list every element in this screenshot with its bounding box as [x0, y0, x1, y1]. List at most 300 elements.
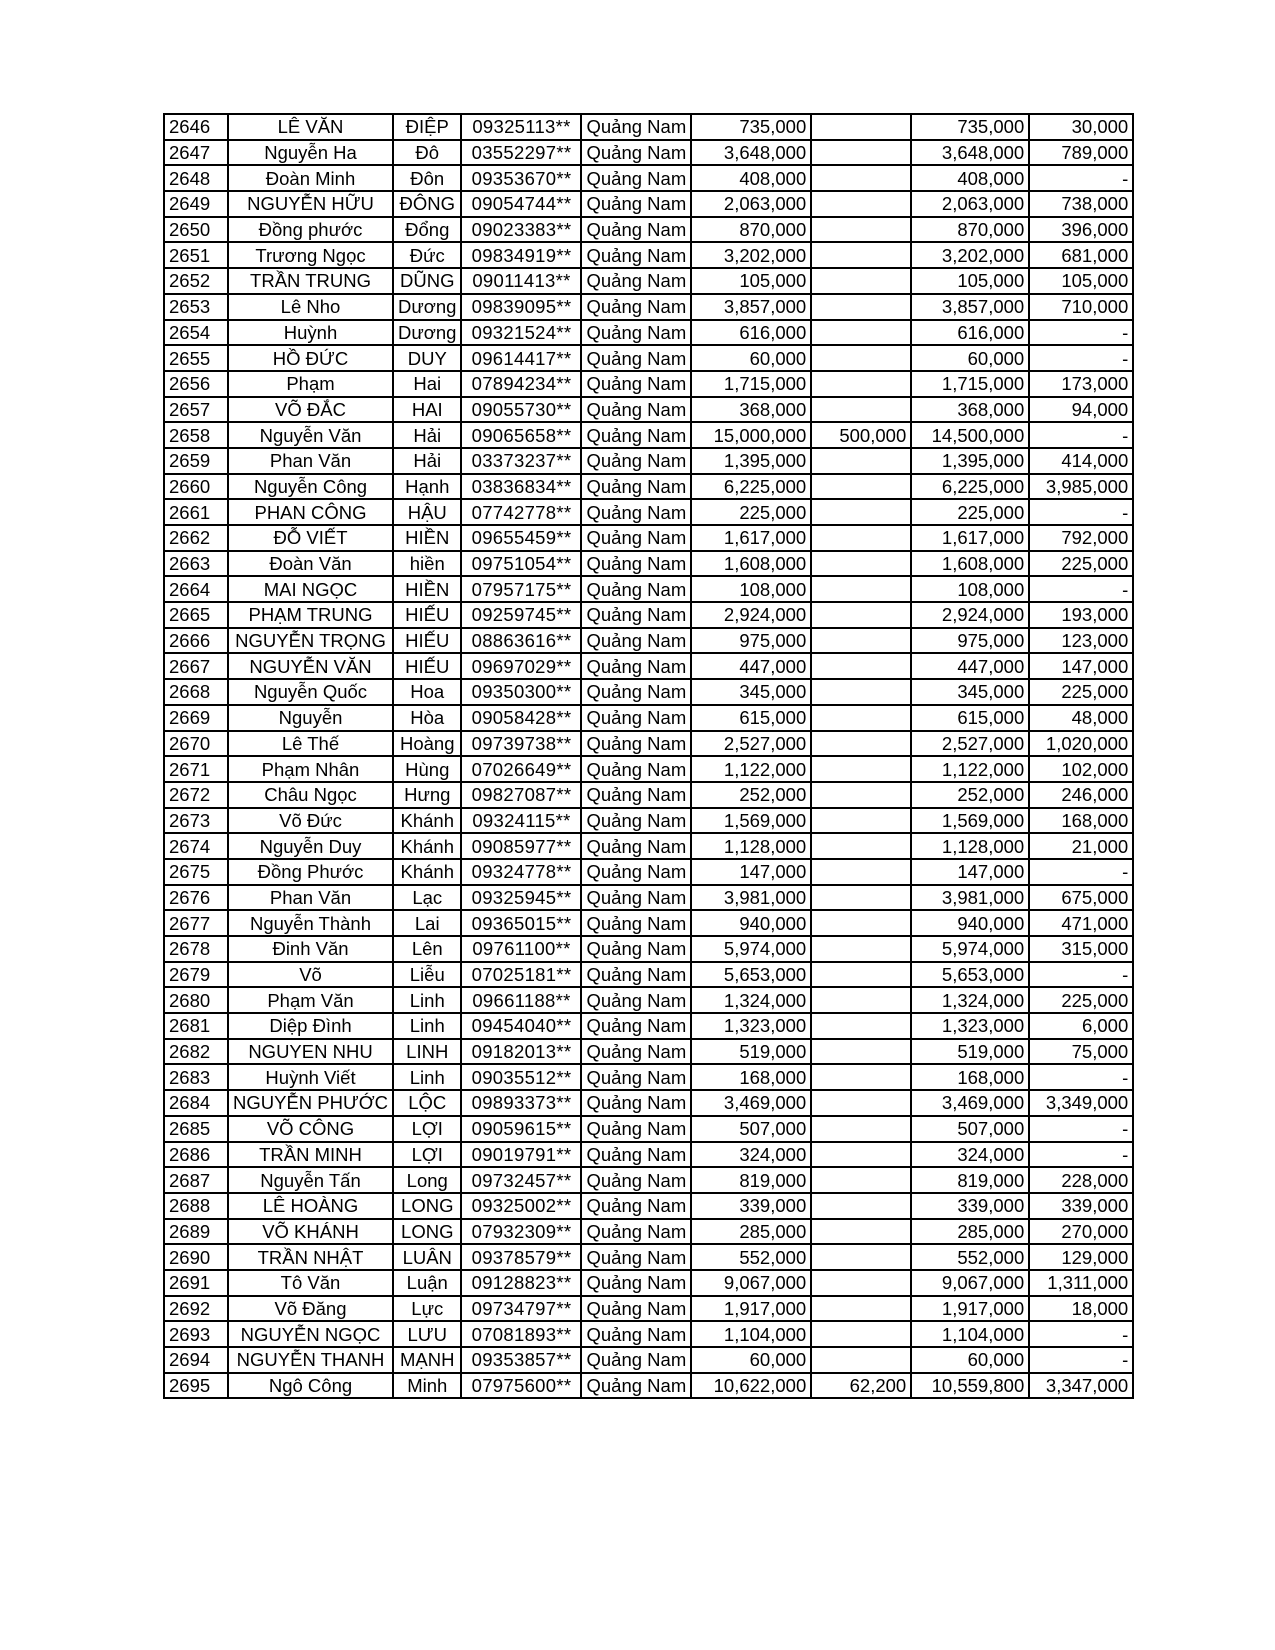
- table-row: [164, 987, 1133, 1013]
- net-amount-cell: 252,000: [911, 782, 1029, 808]
- phone-cell: 09661188**: [461, 987, 581, 1013]
- deduction-cell: [811, 910, 911, 936]
- row-number-cell: 2649: [164, 191, 228, 217]
- given-name-cell: ĐIỆP: [393, 114, 461, 140]
- phone-cell: 07081893**: [461, 1321, 581, 1347]
- surname-cell: Nguyễn Văn: [228, 422, 393, 448]
- net-amount-cell: 2,527,000: [911, 731, 1029, 757]
- row-number-cell: 2660: [164, 474, 228, 500]
- row-number-cell: 2689: [164, 1219, 228, 1245]
- row-number-cell: 2650: [164, 217, 228, 243]
- total-amount-cell: 60,000: [691, 1347, 811, 1373]
- total-amount-cell: 940,000: [691, 910, 811, 936]
- net-amount-cell: 60,000: [911, 1347, 1029, 1373]
- surname-cell: Võ Đức: [228, 808, 393, 834]
- total-amount-cell: 3,857,000: [691, 294, 811, 320]
- total-amount-cell: 507,000: [691, 1116, 811, 1142]
- table-row: [164, 859, 1133, 885]
- given-name-cell: HIẾU: [393, 653, 461, 679]
- total-amount-cell: 447,000: [691, 653, 811, 679]
- row-number-cell: 2694: [164, 1347, 228, 1373]
- deduction-cell: [811, 499, 911, 525]
- total-amount-cell: 1,395,000: [691, 448, 811, 474]
- given-name-cell: Khánh: [393, 808, 461, 834]
- deduction-cell: [811, 576, 911, 602]
- province-cell: Quảng Nam: [581, 140, 691, 166]
- surname-cell: NGUYỄN THANH: [228, 1347, 393, 1373]
- phone-cell: 07026649**: [461, 756, 581, 782]
- total-amount-cell: 870,000: [691, 217, 811, 243]
- surname-cell: Đồng phước: [228, 217, 393, 243]
- net-amount-cell: 345,000: [911, 679, 1029, 705]
- deduction-cell: [811, 1270, 911, 1296]
- total-amount-cell: 9,067,000: [691, 1270, 811, 1296]
- net-amount-cell: 1,617,000: [911, 525, 1029, 551]
- table-row: [164, 268, 1133, 294]
- table-row: [164, 1116, 1133, 1142]
- row-number-cell: 2688: [164, 1193, 228, 1219]
- row-number-cell: 2651: [164, 242, 228, 268]
- province-cell: Quảng Nam: [581, 731, 691, 757]
- deduction-cell: [811, 936, 911, 962]
- net-amount-cell: 5,974,000: [911, 936, 1029, 962]
- province-cell: Quảng Nam: [581, 1167, 691, 1193]
- phone-cell: 09259745**: [461, 602, 581, 628]
- deduction-cell: [811, 345, 911, 371]
- surname-cell: Phan Văn: [228, 885, 393, 911]
- phone-cell: 07957175**: [461, 576, 581, 602]
- net-amount-cell: 10,559,800: [911, 1373, 1029, 1399]
- total-amount-cell: 368,000: [691, 397, 811, 423]
- phone-cell: 09350300**: [461, 679, 581, 705]
- province-cell: Quảng Nam: [581, 1219, 691, 1245]
- surname-cell: Đoàn Văn: [228, 551, 393, 577]
- row-number-cell: 2669: [164, 705, 228, 731]
- province-cell: Quảng Nam: [581, 910, 691, 936]
- net-amount-cell: 1,917,000: [911, 1296, 1029, 1322]
- province-cell: Quảng Nam: [581, 1373, 691, 1399]
- given-name-cell: LONG: [393, 1219, 461, 1245]
- total-amount-cell: 2,924,000: [691, 602, 811, 628]
- given-name-cell: Luận: [393, 1270, 461, 1296]
- phone-cell: 09023383**: [461, 217, 581, 243]
- table-row: [164, 165, 1133, 191]
- given-name-cell: Hoàng: [393, 731, 461, 757]
- total-amount-cell: 1,128,000: [691, 833, 811, 859]
- given-name-cell: ĐÔNG: [393, 191, 461, 217]
- total-amount-cell: 10,622,000: [691, 1373, 811, 1399]
- given-name-cell: MẠNH: [393, 1347, 461, 1373]
- deduction-cell: [811, 653, 911, 679]
- surname-cell: Võ: [228, 962, 393, 988]
- table-row: [164, 242, 1133, 268]
- deduction-cell: [811, 191, 911, 217]
- phone-cell: 09697029**: [461, 653, 581, 679]
- province-cell: Quảng Nam: [581, 987, 691, 1013]
- table-row: [164, 114, 1133, 140]
- total-amount-cell: 519,000: [691, 1039, 811, 1065]
- province-cell: Quảng Nam: [581, 962, 691, 988]
- table-row: [164, 1064, 1133, 1090]
- phone-cell: 09655459**: [461, 525, 581, 551]
- total-amount-cell: 147,000: [691, 859, 811, 885]
- row-number-cell: 2659: [164, 448, 228, 474]
- given-name-cell: Đức: [393, 242, 461, 268]
- deduction-cell: [811, 1039, 911, 1065]
- surname-cell: Phạm: [228, 371, 393, 397]
- province-cell: Quảng Nam: [581, 653, 691, 679]
- deduction-cell: [811, 217, 911, 243]
- table-row: [164, 1321, 1133, 1347]
- net-amount-cell: 3,857,000: [911, 294, 1029, 320]
- total-amount-cell: 339,000: [691, 1193, 811, 1219]
- table-row: [164, 371, 1133, 397]
- net-amount-cell: 147,000: [911, 859, 1029, 885]
- surname-cell: Nguyễn Ha: [228, 140, 393, 166]
- row-number-cell: 2652: [164, 268, 228, 294]
- net-amount-cell: 1,122,000: [911, 756, 1029, 782]
- other-amount-cell: -: [1029, 1321, 1133, 1347]
- other-amount-cell: 102,000: [1029, 756, 1133, 782]
- row-number-cell: 2662: [164, 525, 228, 551]
- province-cell: Quảng Nam: [581, 628, 691, 654]
- surname-cell: VÕ CÔNG: [228, 1116, 393, 1142]
- phone-cell: 09378579**: [461, 1244, 581, 1270]
- net-amount-cell: 819,000: [911, 1167, 1029, 1193]
- row-number-cell: 2657: [164, 397, 228, 423]
- phone-cell: 09732457**: [461, 1167, 581, 1193]
- total-amount-cell: 168,000: [691, 1064, 811, 1090]
- deduction-cell: [811, 1013, 911, 1039]
- surname-cell: LÊ VĂN: [228, 114, 393, 140]
- province-cell: Quảng Nam: [581, 885, 691, 911]
- deduction-cell: [811, 474, 911, 500]
- row-number-cell: 2647: [164, 140, 228, 166]
- deduction-cell: 62,200: [811, 1373, 911, 1399]
- table-row: [164, 1270, 1133, 1296]
- given-name-cell: LINH: [393, 1039, 461, 1065]
- province-cell: Quảng Nam: [581, 191, 691, 217]
- surname-cell: Ngô Công: [228, 1373, 393, 1399]
- phone-cell: 03836834**: [461, 474, 581, 500]
- row-number-cell: 2685: [164, 1116, 228, 1142]
- row-number-cell: 2695: [164, 1373, 228, 1399]
- given-name-cell: Linh: [393, 987, 461, 1013]
- deduction-cell: [811, 1193, 911, 1219]
- surname-cell: Lê Thế: [228, 731, 393, 757]
- surname-cell: Nguyễn Tấn: [228, 1167, 393, 1193]
- deduction-cell: [811, 1116, 911, 1142]
- surname-cell: PHẠM TRUNG: [228, 602, 393, 628]
- province-cell: Quảng Nam: [581, 345, 691, 371]
- phone-cell: 09055730**: [461, 397, 581, 423]
- row-number-cell: 2666: [164, 628, 228, 654]
- other-amount-cell: 129,000: [1029, 1244, 1133, 1270]
- deduction-cell: [811, 1064, 911, 1090]
- phone-cell: 09321524**: [461, 320, 581, 346]
- other-amount-cell: 1,020,000: [1029, 731, 1133, 757]
- phone-cell: 09011413**: [461, 268, 581, 294]
- total-amount-cell: 324,000: [691, 1142, 811, 1168]
- phone-cell: 09827087**: [461, 782, 581, 808]
- net-amount-cell: 1,128,000: [911, 833, 1029, 859]
- deduction-cell: [811, 1219, 911, 1245]
- other-amount-cell: -: [1029, 165, 1133, 191]
- surname-cell: TRẦN TRUNG: [228, 268, 393, 294]
- phone-cell: 09739738**: [461, 731, 581, 757]
- given-name-cell: LƯU: [393, 1321, 461, 1347]
- row-number-cell: 2687: [164, 1167, 228, 1193]
- deduction-cell: [811, 962, 911, 988]
- total-amount-cell: 252,000: [691, 782, 811, 808]
- phone-cell: 09751054**: [461, 551, 581, 577]
- province-cell: Quảng Nam: [581, 499, 691, 525]
- surname-cell: LÊ HOÀNG: [228, 1193, 393, 1219]
- other-amount-cell: 270,000: [1029, 1219, 1133, 1245]
- other-amount-cell: 225,000: [1029, 551, 1133, 577]
- given-name-cell: Lạc: [393, 885, 461, 911]
- total-amount-cell: 108,000: [691, 576, 811, 602]
- net-amount-cell: 14,500,000: [911, 422, 1029, 448]
- surname-cell: Nguyễn Thành: [228, 910, 393, 936]
- total-amount-cell: 819,000: [691, 1167, 811, 1193]
- deduction-cell: [811, 731, 911, 757]
- surname-cell: Võ Đăng: [228, 1296, 393, 1322]
- given-name-cell: LỢI: [393, 1116, 461, 1142]
- row-number-cell: 2675: [164, 859, 228, 885]
- net-amount-cell: 225,000: [911, 499, 1029, 525]
- other-amount-cell: -: [1029, 499, 1133, 525]
- given-name-cell: LUÂN: [393, 1244, 461, 1270]
- province-cell: Quảng Nam: [581, 1090, 691, 1116]
- surname-cell: Đồng Phước: [228, 859, 393, 885]
- given-name-cell: hiền: [393, 551, 461, 577]
- given-name-cell: HIẾU: [393, 602, 461, 628]
- phone-cell: 09065658**: [461, 422, 581, 448]
- other-amount-cell: 710,000: [1029, 294, 1133, 320]
- row-number-cell: 2664: [164, 576, 228, 602]
- surname-cell: NGUYỄN HỮU: [228, 191, 393, 217]
- phone-cell: 07932309**: [461, 1219, 581, 1245]
- phone-cell: 09454040**: [461, 1013, 581, 1039]
- row-number-cell: 2679: [164, 962, 228, 988]
- total-amount-cell: 1,917,000: [691, 1296, 811, 1322]
- phone-cell: 07975600**: [461, 1373, 581, 1399]
- deduction-cell: [811, 242, 911, 268]
- net-amount-cell: 1,608,000: [911, 551, 1029, 577]
- given-name-cell: HIỀN: [393, 525, 461, 551]
- net-amount-cell: 1,324,000: [911, 987, 1029, 1013]
- province-cell: Quảng Nam: [581, 1244, 691, 1270]
- row-number-cell: 2684: [164, 1090, 228, 1116]
- surname-cell: NGUYỄN VĂN: [228, 653, 393, 679]
- table-row: [164, 217, 1133, 243]
- phone-cell: 09893373**: [461, 1090, 581, 1116]
- table-row: [164, 1142, 1133, 1168]
- other-amount-cell: 681,000: [1029, 242, 1133, 268]
- other-amount-cell: 225,000: [1029, 679, 1133, 705]
- net-amount-cell: 3,981,000: [911, 885, 1029, 911]
- other-amount-cell: -: [1029, 576, 1133, 602]
- deduction-cell: [811, 833, 911, 859]
- phone-cell: 09325002**: [461, 1193, 581, 1219]
- table-row: [164, 653, 1133, 679]
- surname-cell: NGUYỄN PHƯỚC: [228, 1090, 393, 1116]
- deduction-cell: [811, 1142, 911, 1168]
- other-amount-cell: 21,000: [1029, 833, 1133, 859]
- net-amount-cell: 552,000: [911, 1244, 1029, 1270]
- net-amount-cell: 105,000: [911, 268, 1029, 294]
- row-number-cell: 2692: [164, 1296, 228, 1322]
- net-amount-cell: 507,000: [911, 1116, 1029, 1142]
- table-row: [164, 191, 1133, 217]
- surname-cell: NGUYỄN TRỌNG: [228, 628, 393, 654]
- deduction-cell: [811, 397, 911, 423]
- table-row: [164, 628, 1133, 654]
- province-cell: Quảng Nam: [581, 756, 691, 782]
- table-row: [164, 397, 1133, 423]
- surname-cell: Phan Văn: [228, 448, 393, 474]
- total-amount-cell: 3,469,000: [691, 1090, 811, 1116]
- province-cell: Quảng Nam: [581, 294, 691, 320]
- row-number-cell: 2661: [164, 499, 228, 525]
- other-amount-cell: 3,349,000: [1029, 1090, 1133, 1116]
- given-name-cell: HIỀN: [393, 576, 461, 602]
- phone-cell: 09324778**: [461, 859, 581, 885]
- net-amount-cell: 285,000: [911, 1219, 1029, 1245]
- given-name-cell: Hải: [393, 448, 461, 474]
- province-cell: Quảng Nam: [581, 1039, 691, 1065]
- other-amount-cell: -: [1029, 962, 1133, 988]
- province-cell: Quảng Nam: [581, 551, 691, 577]
- net-amount-cell: 3,202,000: [911, 242, 1029, 268]
- row-number-cell: 2686: [164, 1142, 228, 1168]
- given-name-cell: Long: [393, 1167, 461, 1193]
- table-row: [164, 294, 1133, 320]
- row-number-cell: 2668: [164, 679, 228, 705]
- net-amount-cell: 3,469,000: [911, 1090, 1029, 1116]
- phone-cell: 09734797**: [461, 1296, 581, 1322]
- table-row: [164, 140, 1133, 166]
- other-amount-cell: -: [1029, 1347, 1133, 1373]
- row-number-cell: 2656: [164, 371, 228, 397]
- other-amount-cell: 225,000: [1029, 987, 1133, 1013]
- province-cell: Quảng Nam: [581, 1064, 691, 1090]
- deduction-cell: [811, 987, 911, 1013]
- given-name-cell: Hạnh: [393, 474, 461, 500]
- other-amount-cell: 396,000: [1029, 217, 1133, 243]
- province-cell: Quảng Nam: [581, 1347, 691, 1373]
- total-amount-cell: 1,122,000: [691, 756, 811, 782]
- net-amount-cell: 519,000: [911, 1039, 1029, 1065]
- row-number-cell: 2676: [164, 885, 228, 911]
- deduction-cell: 500,000: [811, 422, 911, 448]
- total-amount-cell: 1,104,000: [691, 1321, 811, 1347]
- table-row: [164, 551, 1133, 577]
- surname-cell: Lê Nho: [228, 294, 393, 320]
- other-amount-cell: 48,000: [1029, 705, 1133, 731]
- phone-cell: 09054744**: [461, 191, 581, 217]
- table-row: [164, 808, 1133, 834]
- other-amount-cell: -: [1029, 345, 1133, 371]
- total-amount-cell: 3,202,000: [691, 242, 811, 268]
- deduction-cell: [811, 268, 911, 294]
- row-number-cell: 2665: [164, 602, 228, 628]
- province-cell: Quảng Nam: [581, 936, 691, 962]
- province-cell: Quảng Nam: [581, 448, 691, 474]
- other-amount-cell: 75,000: [1029, 1039, 1133, 1065]
- row-number-cell: 2646: [164, 114, 228, 140]
- other-amount-cell: 414,000: [1029, 448, 1133, 474]
- given-name-cell: Lực: [393, 1296, 461, 1322]
- total-amount-cell: 5,653,000: [691, 962, 811, 988]
- other-amount-cell: -: [1029, 422, 1133, 448]
- deduction-cell: [811, 808, 911, 834]
- net-amount-cell: 324,000: [911, 1142, 1029, 1168]
- province-cell: Quảng Nam: [581, 679, 691, 705]
- surname-cell: Huỳnh: [228, 320, 393, 346]
- net-amount-cell: 615,000: [911, 705, 1029, 731]
- other-amount-cell: -: [1029, 1142, 1133, 1168]
- total-amount-cell: 1,617,000: [691, 525, 811, 551]
- other-amount-cell: 228,000: [1029, 1167, 1133, 1193]
- net-amount-cell: 5,653,000: [911, 962, 1029, 988]
- phone-cell: 09325113**: [461, 114, 581, 140]
- phone-cell: 09085977**: [461, 833, 581, 859]
- net-amount-cell: 735,000: [911, 114, 1029, 140]
- other-amount-cell: 471,000: [1029, 910, 1133, 936]
- given-name-cell: Dương: [393, 294, 461, 320]
- province-cell: Quảng Nam: [581, 1013, 691, 1039]
- table-row: [164, 474, 1133, 500]
- other-amount-cell: -: [1029, 859, 1133, 885]
- table-row: [164, 1296, 1133, 1322]
- surname-cell: PHAN CÔNG: [228, 499, 393, 525]
- total-amount-cell: 2,527,000: [691, 731, 811, 757]
- table-row: [164, 679, 1133, 705]
- surname-cell: NGUYỄN NGỌC: [228, 1321, 393, 1347]
- row-number-cell: 2670: [164, 731, 228, 757]
- table-row: [164, 525, 1133, 551]
- net-amount-cell: 9,067,000: [911, 1270, 1029, 1296]
- total-amount-cell: 615,000: [691, 705, 811, 731]
- table-row: [164, 962, 1133, 988]
- table-row: [164, 1373, 1133, 1399]
- phone-cell: 09324115**: [461, 808, 581, 834]
- net-amount-cell: 1,715,000: [911, 371, 1029, 397]
- total-amount-cell: 735,000: [691, 114, 811, 140]
- net-amount-cell: 1,395,000: [911, 448, 1029, 474]
- phone-cell: 07894234**: [461, 371, 581, 397]
- row-number-cell: 2693: [164, 1321, 228, 1347]
- other-amount-cell: 18,000: [1029, 1296, 1133, 1322]
- net-amount-cell: 408,000: [911, 165, 1029, 191]
- net-amount-cell: 168,000: [911, 1064, 1029, 1090]
- province-cell: Quảng Nam: [581, 474, 691, 500]
- phone-cell: 09058428**: [461, 705, 581, 731]
- table-row: [164, 1219, 1133, 1245]
- given-name-cell: DUY: [393, 345, 461, 371]
- given-name-cell: Hùng: [393, 756, 461, 782]
- province-cell: Quảng Nam: [581, 114, 691, 140]
- row-number-cell: 2648: [164, 165, 228, 191]
- phone-cell: 09839095**: [461, 294, 581, 320]
- province-cell: Quảng Nam: [581, 808, 691, 834]
- deduction-cell: [811, 448, 911, 474]
- given-name-cell: Liễu: [393, 962, 461, 988]
- net-amount-cell: 3,648,000: [911, 140, 1029, 166]
- deduction-cell: [811, 679, 911, 705]
